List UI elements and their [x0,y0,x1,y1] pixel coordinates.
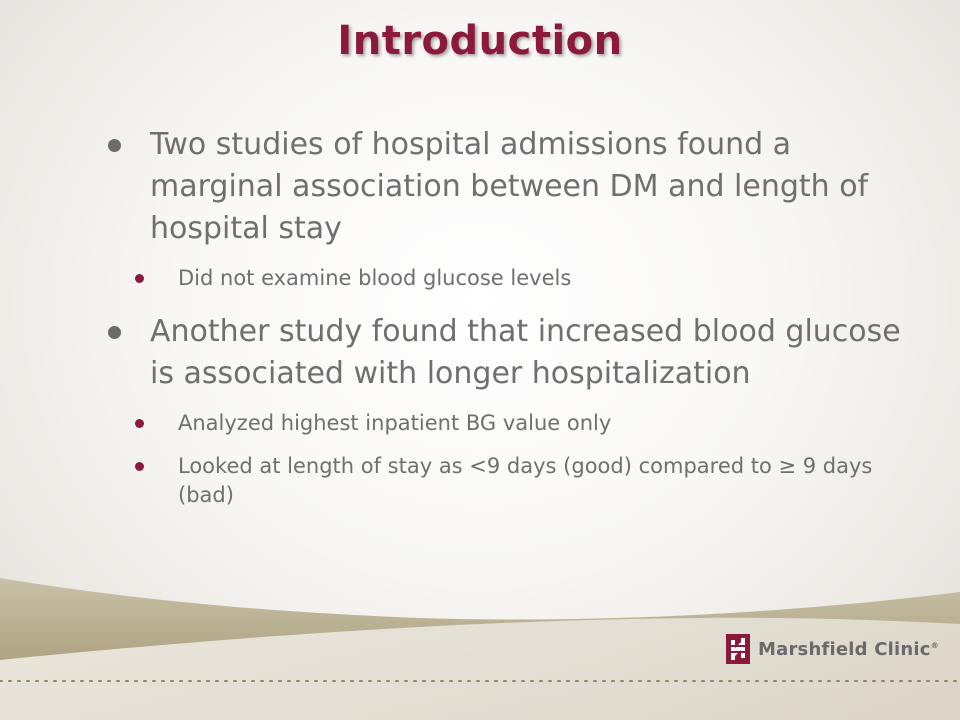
bullet-text: Another study found that increased blood glucose is associated with longer hospitalization [150,314,901,391]
bullet-list [105,124,905,528]
sub-bullet-item [105,409,905,438]
sub-bullet-item [105,264,905,293]
bullet-dot-icon [108,139,121,152]
sub-bullet-dot-icon [135,419,144,428]
bullet-dot-icon [108,326,121,339]
sub-bullet-text: Analyzed highest inpatient BG value only [178,411,612,435]
bullet-item [105,311,905,395]
slide-title: Introduction [337,18,623,64]
logo-text: Marshfield Clinic® [758,638,939,660]
sub-bullet-text: Did not examine blood glucose levels [178,266,572,290]
registered-mark: ® [930,640,939,650]
sub-bullet-dot-icon [135,274,144,283]
sub-bullet-text: Looked at length of stay as <9 days (good) compared to ≥ 9 days (bad) [178,454,873,507]
marshfield-cross-icon [726,634,750,664]
bullet-item [105,124,905,250]
sub-bullet-item [105,452,905,510]
bullet-text: Two studies of hospital admissions found a marginal association between DM and length of hospital stay [150,127,869,246]
marshfield-clinic-logo [726,634,939,664]
sub-bullet-dot-icon [135,462,144,471]
